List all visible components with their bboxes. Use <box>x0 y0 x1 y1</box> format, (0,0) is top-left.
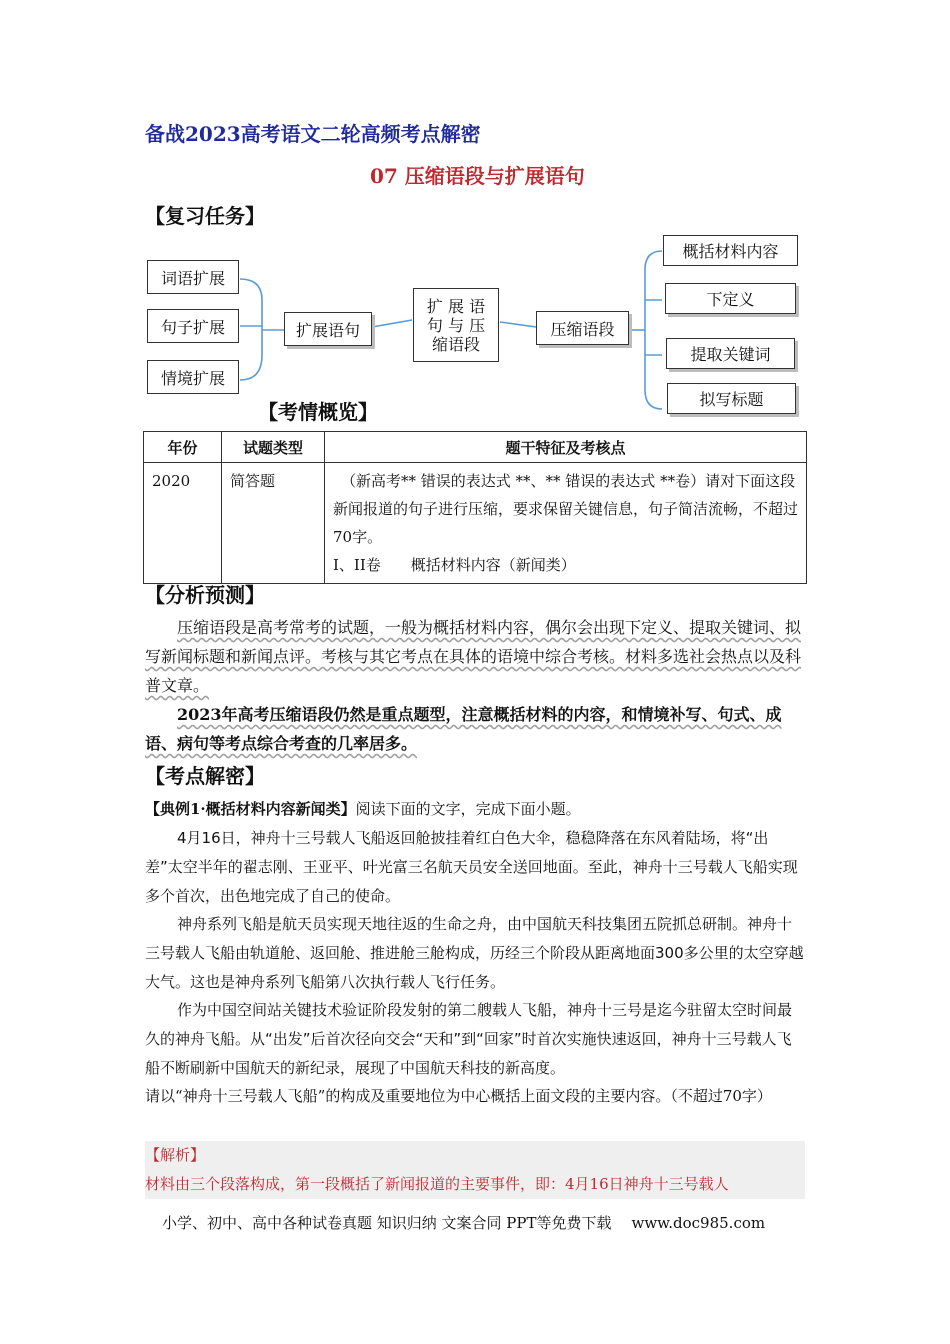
table-row <box>144 463 807 584</box>
diagram-node-compress: 压缩语段 <box>536 311 629 345</box>
answer-label: 【解析】 <box>145 1141 805 1170</box>
example-paragraph-1: 4月16日，神舟十三号载人飞船返回舱披挂着红白色大伞，稳稳降落在东风着陆场，将“出差”太空半年的翟志刚、王亚平、叶光富三名航天员安全送回地面。至此，神舟十三号载人飞船实现多个首次，出色地完成了自己的使命。 <box>145 829 798 905</box>
table-cell-feature-text: （新高考** 错误的表达式 **、** 错误的表达式 **卷）请对下面这段新闻报道的句子进行压缩，要求保留关键信息，句子简洁流畅，不超过70字。 <box>333 472 799 546</box>
diagram-node-title: 拟写标题 <box>667 383 796 414</box>
diagram-node-expand-sentence: 扩展语句 <box>284 312 372 346</box>
example-paragraph-2: 神舟系列飞船是航天员实现天地往返的生命之舟，由中国航天科技集团五院抓总研制。神舟十三号载人飞船由轨道舱、返回舱、推进舱三舱构成，历经三个阶段从距离地面300多公里的太空穿越大气。这也是神舟系列飞船第八次执行载人飞行任务。 <box>145 915 804 991</box>
table-header-year: 年份 <box>144 432 222 463</box>
table-cell-feature <box>325 463 807 584</box>
example-paragraph-3: 作为中国空间站关键技术验证阶段发射的第二艘载人飞船，神舟十三号是迄今驻留太空时间最久的神舟飞船。从“出发”后首次径向交会“天和”到“回家”时首次实施快速返回，神舟十三号载人飞船不断刷新中国航天的新纪录，展现了中国航天科技的新高度。 <box>145 1001 793 1077</box>
table-header-feature: 题干特征及考核点 <box>325 432 807 463</box>
diagram-node-center: 扩 展 语 句 与 压 缩语段 <box>413 288 499 362</box>
table-header-type: 试题类型 <box>222 432 325 463</box>
exam-overview-table <box>143 431 807 584</box>
answer-text: 材料由三个段落构成，第一段概括了新闻报道的主要事件，即：4月16日神舟十三号载人 <box>145 1170 805 1199</box>
section-analysis: 【分析预测】 <box>145 583 265 607</box>
page-footer <box>162 1212 765 1233</box>
diagram-node-sentence-expand: 句子扩展 <box>147 309 239 343</box>
example-intro: 阅读下面的文字，完成下面小题。 <box>355 800 581 818</box>
table-cell-feature-scope: I、II卷 概括材料内容（新闻类） <box>333 556 576 574</box>
example-label: 【典例1·概括材料内容新闻类】 <box>145 800 356 818</box>
table-cell-type: 简答题 <box>222 463 325 584</box>
section-exam-overview: 【考情概览】 <box>258 400 378 424</box>
example-question: 请以“神舟十三号载人飞船”的构成及重要地位为中心概括上面文段的主要内容。（不超过70字） <box>145 1087 772 1105</box>
section-review-task: 【复习任务】 <box>145 204 265 228</box>
section-key-points: 【考点解密】 <box>145 764 265 788</box>
diagram-node-context-expand: 情境扩展 <box>147 360 239 394</box>
analysis-paragraph-2: 2023年高考压缩语段仍然是重点题型，注意概括材料的内容，和情境补写、句式、成语、病句等考点综合考查的几率居多。 <box>145 705 782 753</box>
diagram-node-summarize: 概括材料内容 <box>663 235 798 266</box>
diagram-node-define: 下定义 <box>665 283 796 314</box>
analysis-paragraph-1: 压缩语段是高考常考的试题，一般为概括材料内容，偶尔会出现下定义、提取关键词、拟写新闻标题和新闻点评。考核与其它考点在具体的语境中综合考核。材料多选社会热点以及科普文章。 <box>145 618 802 695</box>
diagram-node-word-expand: 词语扩展 <box>147 260 239 294</box>
table-cell-year: 2020 <box>144 463 222 584</box>
example-heading <box>145 795 805 824</box>
table-header-row <box>144 432 807 463</box>
footer-url[interactable]: www.doc985.com <box>631 1214 766 1232</box>
document-title: 备战2023高考语文二轮高频考点解密 <box>145 122 481 146</box>
document-subtitle: 07 压缩语段与扩展语句 <box>370 164 585 188</box>
footer-text: 小学、初中、高中各种试卷真题 知识归纳 文案合同 PPT等免费下载 <box>162 1214 612 1232</box>
diagram-node-keywords: 提取关键词 <box>666 338 795 369</box>
